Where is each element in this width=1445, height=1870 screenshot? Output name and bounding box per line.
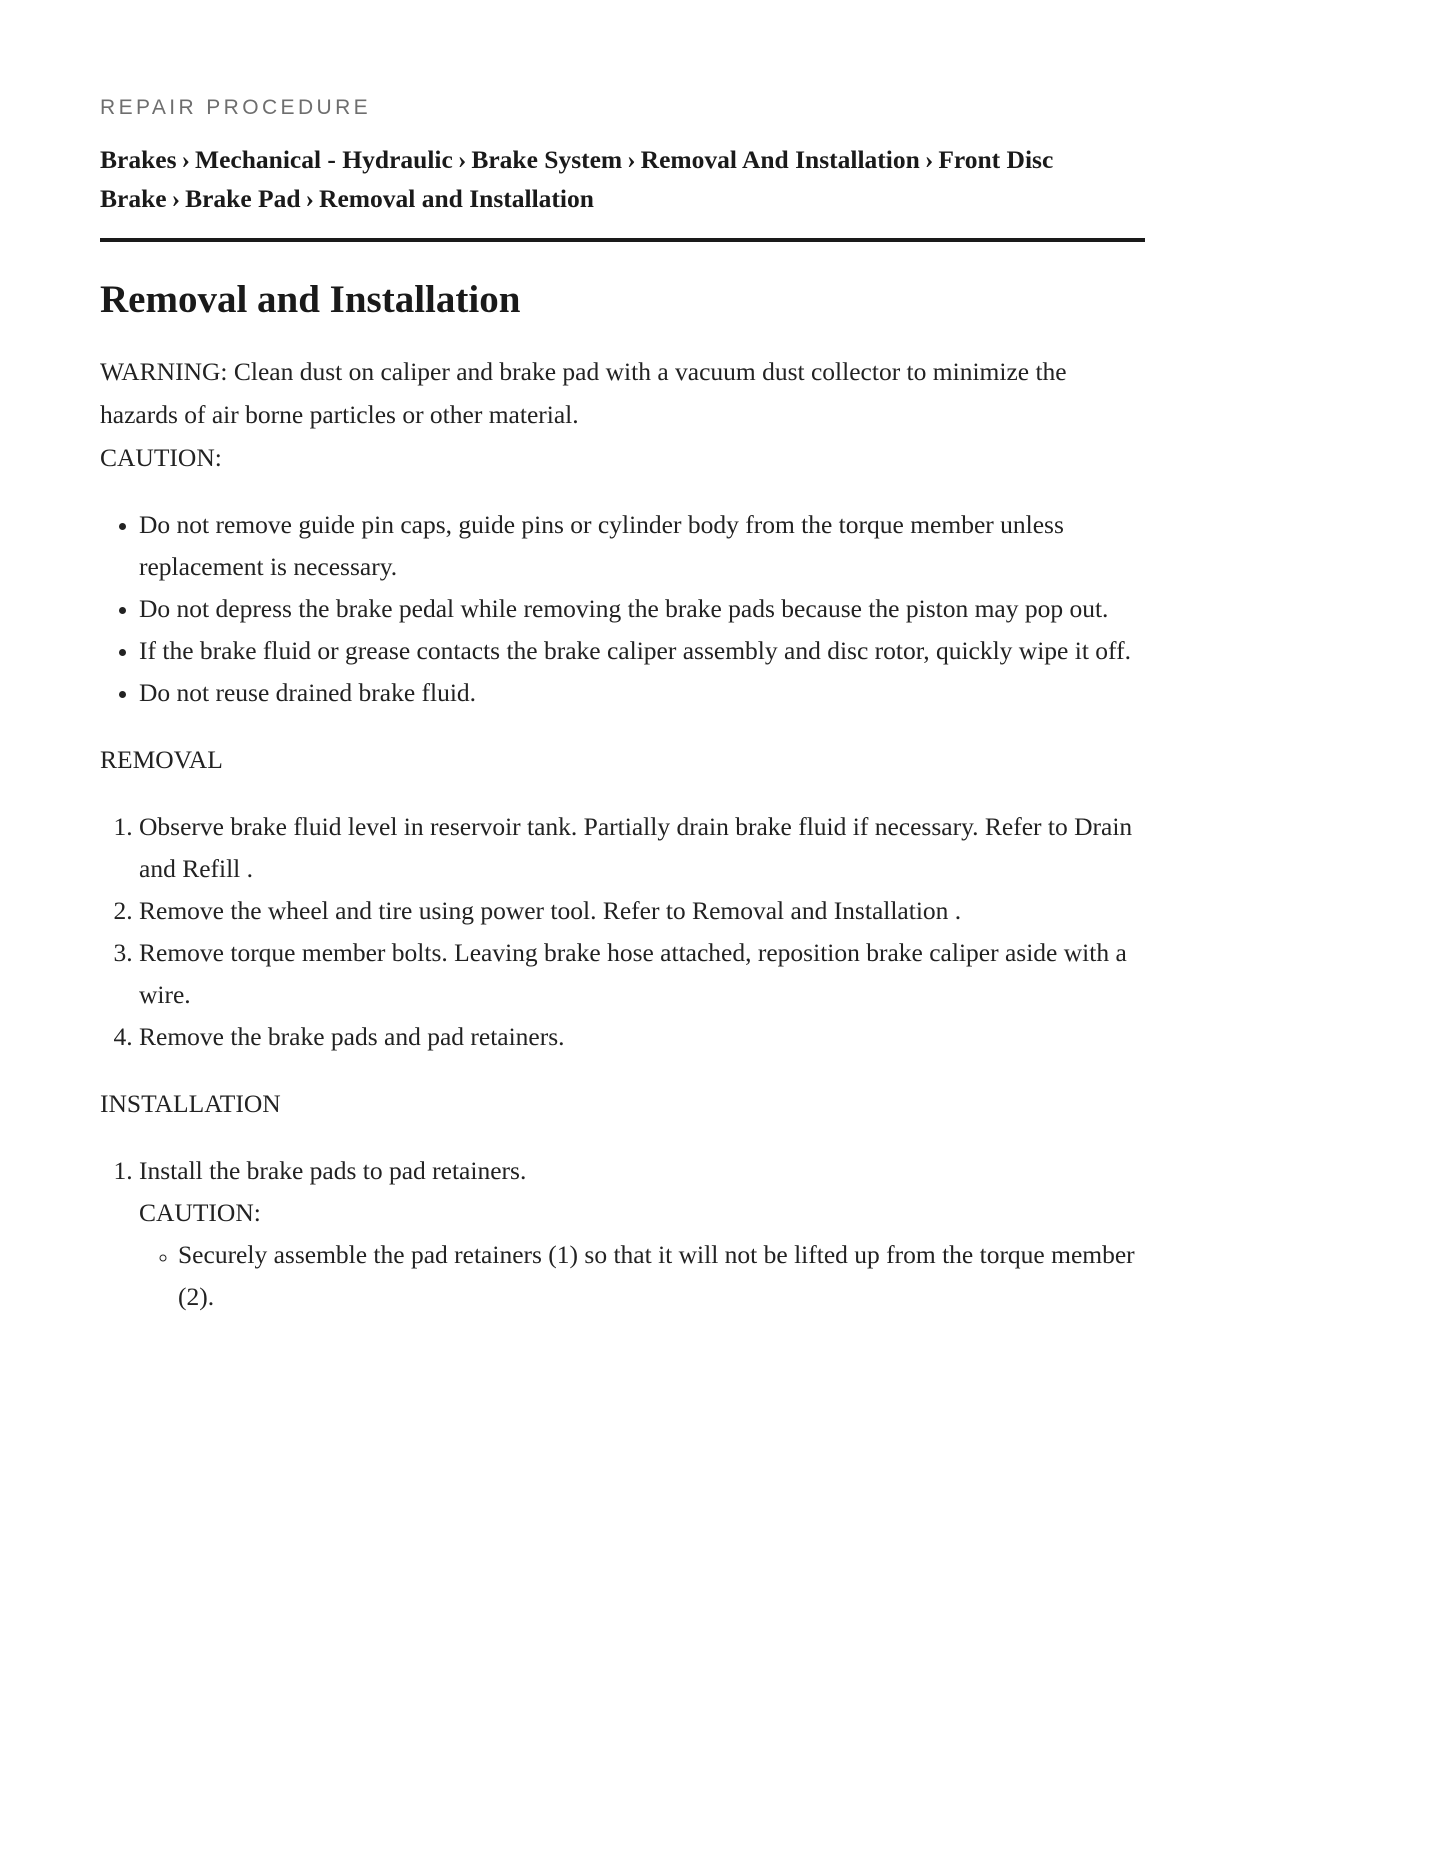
caution-list [100, 504, 1145, 714]
step-text: Remove the wheel and tire using power tool. Refer to Removal and Installation . [139, 896, 962, 925]
step-text: Remove torque member bolts. Leaving brake hose attached, reposition brake caliper aside with a wire. [139, 938, 1127, 1009]
breadcrumb-separator: › [627, 145, 636, 174]
list-item: • Do not reuse drained brake fluid. [139, 672, 1145, 714]
step-item [139, 1150, 1145, 1318]
breadcrumb [100, 140, 1145, 242]
breadcrumb-item[interactable]: Brakes [100, 145, 177, 174]
caution-label: CAUTION: [100, 443, 222, 472]
breadcrumb-separator: › [457, 145, 467, 174]
step-text: Install the brake pads to pad retainers. [139, 1156, 527, 1185]
breadcrumb-separator: › [171, 184, 181, 213]
caution-label: CAUTION: [139, 1198, 261, 1227]
caution-sublist [139, 1234, 1145, 1318]
list-item: • If the brake fluid or grease contacts the brake caliper assembly and disc rotor, quickly wipe it off. [139, 630, 1145, 672]
breadcrumb-item[interactable]: Mechanical - Hydraulic [195, 145, 453, 174]
installation-steps [100, 1150, 1145, 1318]
step-item [139, 890, 1145, 932]
removal-steps [100, 806, 1145, 1058]
breadcrumb-separator: › [181, 145, 190, 174]
doc-type-kicker: REPAIR PROCEDURE [100, 96, 372, 119]
step-text: Observe brake fluid level in reservoir tank. Partially drain brake fluid if necessary. Refer to Drain and Refill . [139, 812, 1133, 883]
step-item [139, 932, 1145, 1016]
step-item [139, 806, 1145, 890]
breadcrumb-item[interactable]: Brake System [471, 145, 623, 174]
breadcrumb-item[interactable]: Brake Pad [185, 184, 301, 213]
list-item: • Do not remove guide pin caps, guide pins or cylinder body from the torque member unless replacement is necessary. [139, 504, 1145, 588]
list-item: • Do not depress the brake pedal while removing the brake pads because the piston may pop out. [139, 588, 1145, 630]
breadcrumb-current: Removal and Installation [319, 184, 594, 213]
step-text: Remove the brake pads and pad retainers. [139, 1022, 565, 1051]
warning-text: WARNING: Clean dust on caliper and brake pad with a vacuum dust collector to minimize the hazards of air borne particles or other material. [100, 357, 1067, 429]
breadcrumb-item[interactable]: Removal And Installation [640, 145, 920, 174]
removal-heading: REMOVAL [100, 745, 223, 774]
breadcrumb-item[interactable]: Front Disc Brake [100, 145, 1054, 213]
breadcrumb-separator: › [924, 145, 934, 174]
installation-heading: INSTALLATION [100, 1089, 281, 1118]
step-item [139, 1016, 1145, 1058]
list-item: ◦ Securely assemble the pad retainers (1) so that it will not be lifted up from the torque member (2). [178, 1234, 1145, 1318]
page-title: Removal and Installation [100, 278, 521, 321]
breadcrumb-separator: › [305, 184, 315, 213]
